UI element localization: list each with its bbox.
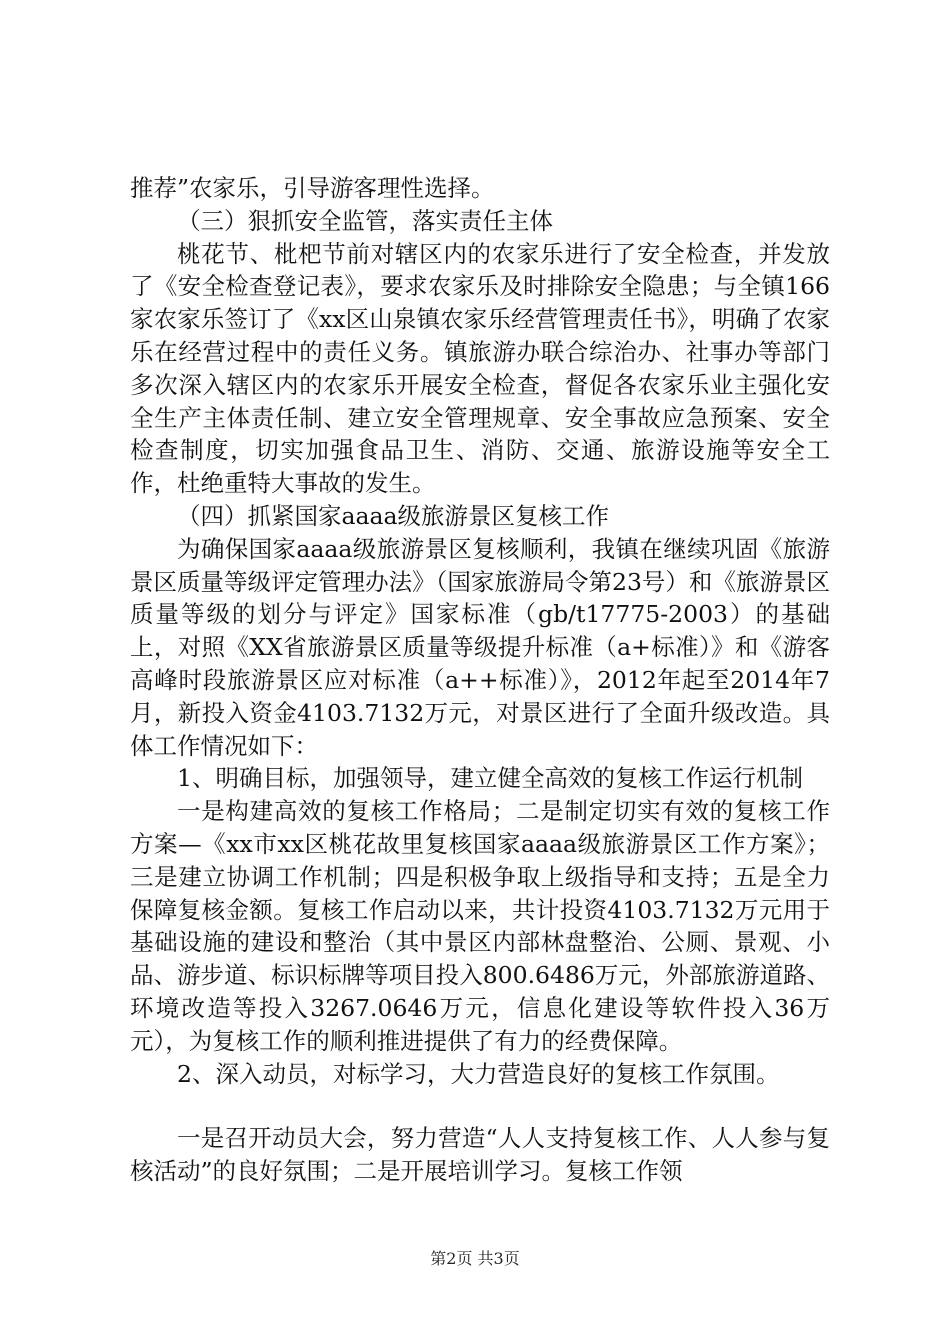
section-heading: （三）狠抓安全监管，落实责任主体	[177, 206, 553, 235]
paragraph-gap	[130, 1090, 830, 1122]
document-body	[130, 172, 830, 1188]
paragraph: 为确保国家aaaa级旅游景区复核顺利，我镇在继续巩固《旅游景区质量等级评定管理办法》（国家旅游局令第23号）和《旅游景区质量等级的划分与评定》国家标准（gb/t17775-2003）的基础上，对照《XX省旅游景区质量等级提升标准（a+标准）》和《游客高峰时段旅游景区应对标准（a++标准）》，2012年起至2014年7月，新投入资金4103.7132万元，对景区进行了全面升级改造。具体工作情况如下：	[130, 534, 830, 760]
paragraph: 推荐”农家乐，引导游客理性选择。	[130, 174, 495, 202]
paragraph: 一是构建高效的复核工作格局；二是制定切实有效的复核工作方案—《xx市xx区桃花故里复核国家aaaa级旅游景区工作方案》；三是建立协调工作机制；四是积极争取上级指导和支持；五是全力保障复核金额。复核工作启动以来，共计投资4103.7132万元用于基础设施的建设和整治（其中景区内部林盘整治、公厕、景观、小品、游步道、标识标牌等项目投入800.6486万元，外部旅游道路、环境改造等投入3267.0646万元，信息化建设等软件投入36万元），为复核工作的顺利推进提供了有力的经费保障。	[130, 797, 830, 1055]
section-heading: （四）抓紧国家aaaa级旅游景区复核工作	[177, 501, 610, 530]
paragraph: 2、深入动员，对标学习，大力营造良好的复核工作氛围。	[177, 1059, 780, 1088]
paragraph: 一是召开动员大会，努力营造“人人支持复核工作、人人参与复核活动”的良好氛围；二是开展培训学习。复核工作领	[130, 1124, 830, 1186]
paragraph: 1、明确目标，加强领导，建立健全高效的复核工作运行机制	[177, 764, 803, 793]
page-footer: 第2页 共3页	[430, 1249, 520, 1268]
paragraph: 桃花节、枇杷节前对辖区内的农家乐进行了安全检查，并发放了《安全检查登记表》，要求农家乐及时排除安全隐患；与全镇166家农家乐签订了《xx区山泉镇农家乐经营管理责任书》，明确了农家乐在经营过程中的责任义务。镇旅游办联合综治办、社事办等部门多次深入辖区内的农家乐开展安全检查，督促各农家乐业主强化安全生产主体责任制、建立安全管理规章、安全事故应急预案、安全检查制度，切实加强食品卫生、消防、交通、旅游设施等安全工作，杜绝重特大事故的发生。	[130, 239, 830, 498]
